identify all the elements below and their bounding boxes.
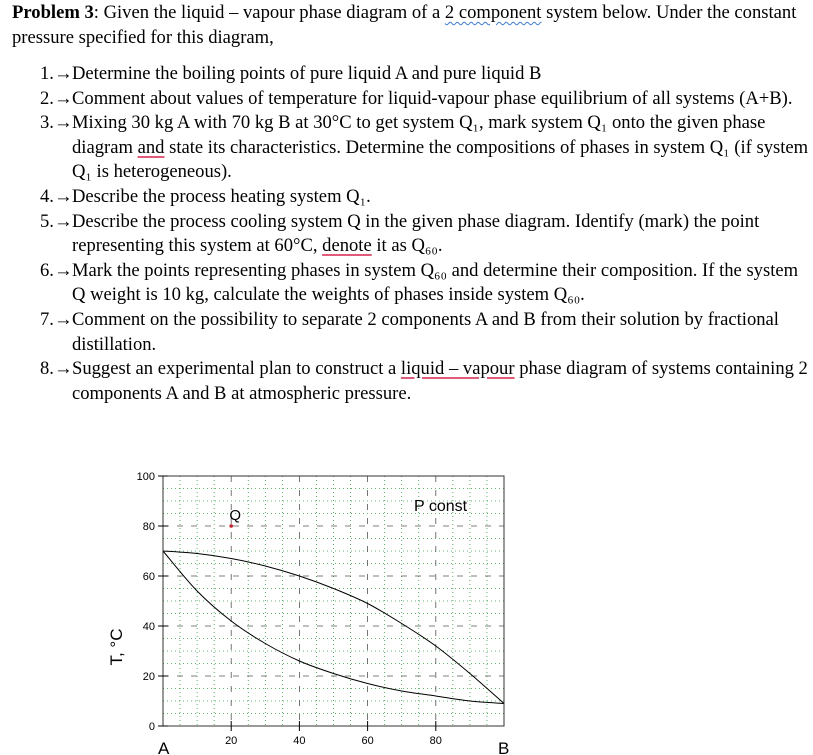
x-tick-label: 60 [361, 735, 374, 747]
x-tick-label: 20 [225, 735, 238, 747]
task-text: Mixing 30 kg A with 70 kg B at 30°C to get system Q₁, mark system Q₁ onto the given phase diagram [72, 112, 766, 158]
task-text: phase diagram of systems containing 2 components A and B at atmospheric pressure. [72, 358, 808, 404]
task-number: 2.→ [40, 87, 73, 109]
y-tick-label: 0 [148, 721, 155, 733]
task-number: 3.→ [40, 112, 73, 134]
problem-label: Problem 3 [12, 2, 94, 23]
task-item-7 [40, 308, 810, 357]
pressure-annotation: P const [414, 498, 468, 515]
task-number: 4.→ [40, 185, 73, 207]
phase-diagram-chart [100, 462, 520, 755]
task-number: 1.→ [40, 63, 73, 84]
y-axis-label: T, °C [107, 628, 126, 666]
task-text: Comment about values of temperature for liquid-vapour phase equilibrium of all systems (A+B). [72, 87, 793, 109]
task-number: 6.→ [40, 259, 73, 281]
task-text: Suggest an experimental plan to construct a [72, 358, 401, 380]
task-number: 5.→ [40, 210, 73, 232]
task-item-5 [40, 210, 810, 259]
task-text: Comment on the possibility to separate 2 components A and B from their solution by fractional distillation. [72, 308, 779, 355]
intro-text-wavy: 2 component [444, 2, 542, 23]
y-tick-label: 40 [142, 621, 155, 633]
task-text: Describe the process heating system Q₁. [72, 185, 371, 207]
y-tick-label: 60 [142, 571, 155, 583]
task-item-4 [40, 185, 810, 210]
task-text-underlined: liquid – vapour [400, 358, 515, 380]
intro-text-a: : Given the liquid – vapour phase diagram of a [93, 2, 445, 23]
component-b-label: B [498, 739, 510, 755]
task-text: Mark the points representing phases in system Q₆₀ and determine their composition. If the system Q weight is 10 kg, calculate the weights of phases inside system Q₆₀. [72, 259, 799, 306]
y-tick-label: 100 [136, 471, 155, 483]
task-number: 7.→ [40, 308, 73, 330]
task-item-8 [40, 357, 810, 406]
component-a-label: A [158, 739, 170, 755]
y-tick-label: 80 [142, 521, 155, 533]
task-item-1 [40, 62, 810, 87]
task-item-2 [40, 87, 810, 112]
problem-statement [12, 1, 802, 50]
task-text: Determine the boiling points of pure liquid A and pure liquid B [72, 63, 542, 84]
task-item-6 [40, 259, 810, 308]
task-text: Describe the process cooling system Q in the given phase diagram. Identify (mark) the point representing this system at 60°C, [72, 210, 760, 257]
task-text: state its characteristics. Determine the compositions of phases in system Q₁ (if system Q₁ is heterogeneous). [72, 136, 809, 183]
point-q-label: Q [229, 507, 242, 524]
task-number: 8.→ [40, 358, 73, 380]
task-list [40, 62, 810, 406]
task-text: it as Q₆₀. [371, 235, 443, 257]
task-text-underlined: denote [322, 235, 372, 257]
point-q [229, 524, 233, 528]
intro-text-b: system below. Under the constant pressure specified for this diagram, [12, 2, 797, 48]
y-tick-label: 20 [142, 671, 155, 683]
task-item-3 [40, 111, 810, 185]
x-tick-label: 80 [429, 735, 442, 747]
task-text-underlined: and [137, 136, 165, 158]
x-tick-label: 40 [293, 735, 306, 747]
